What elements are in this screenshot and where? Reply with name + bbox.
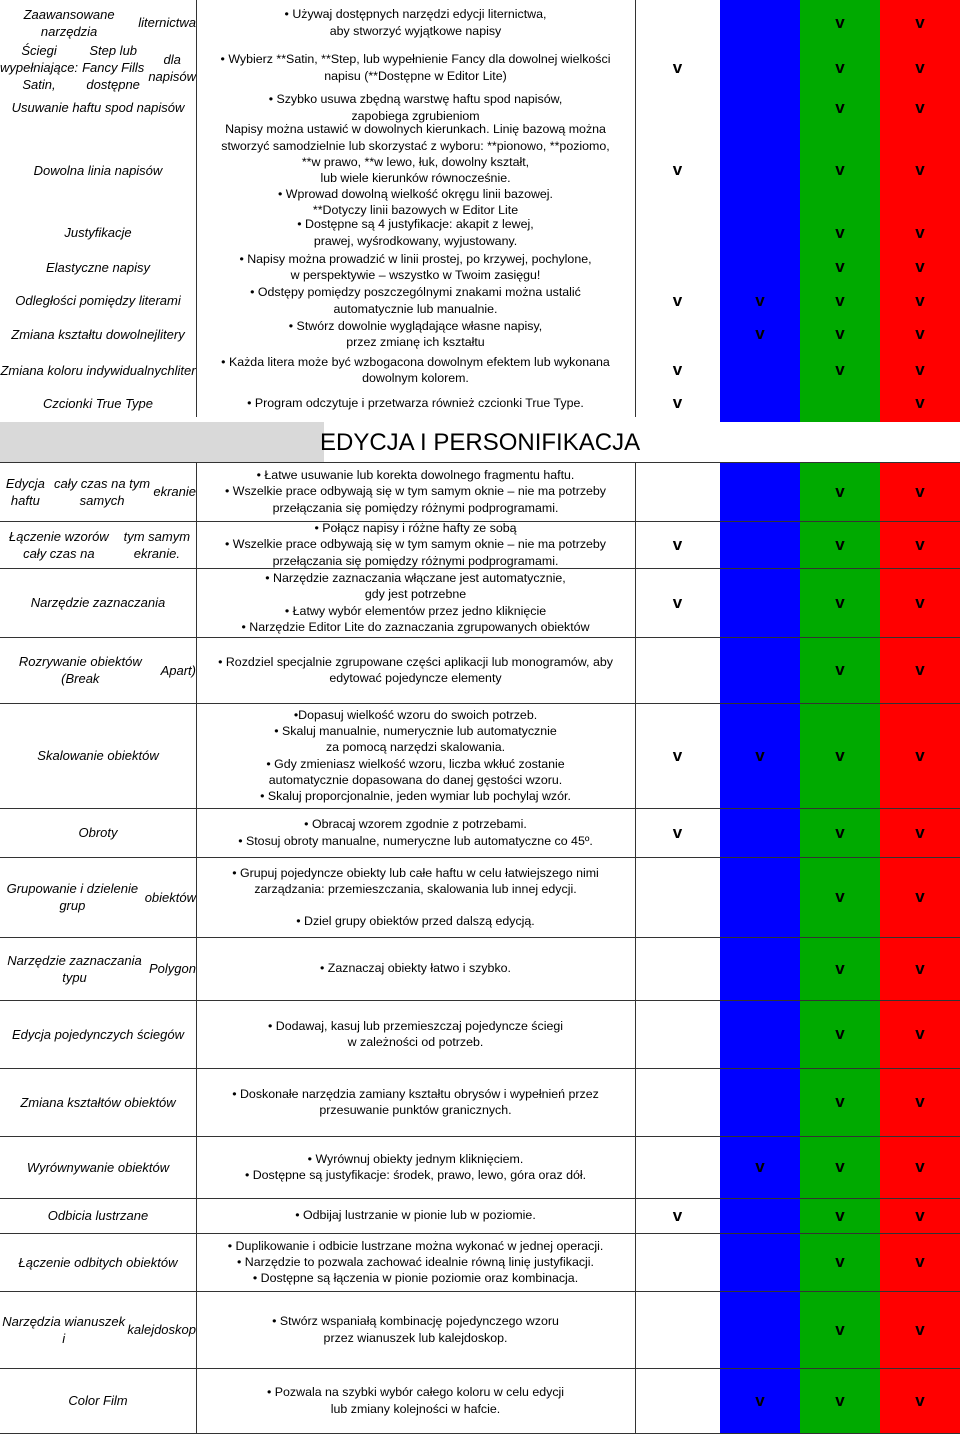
description-line: • Narzędzie Editor Lite do zaznaczania zgrupowanych obiektów — [241, 619, 590, 634]
description-line: **w prawo, **w lewo, łuk, dowolny kształt, — [301, 154, 530, 169]
description-line: przełączania się pomiędzy różnymi podprogramami. — [272, 553, 559, 568]
description-line: • Odstępy pomiędzy poszczególnymi znakami można ustalić — [250, 285, 581, 300]
description-line: • Zaznaczaj obiekty łatwo i szybko. — [320, 961, 511, 976]
description-line: przesuwanie punktów granicznych. — [319, 1103, 512, 1117]
description-line: • Stwórz dowolnie wyglądające własne napisy, — [288, 318, 543, 333]
description-line: • Napisy można prowadzić w linii prostej, po krzywej, pochylone, — [239, 251, 592, 266]
feature-description — [197, 122, 634, 218]
checkmark-v: v — [915, 822, 925, 842]
feature-name — [0, 1291, 196, 1368]
description-line: • Narzędzie zaznaczania włączane jest automatycznie, — [265, 571, 566, 586]
feature-description — [197, 637, 634, 703]
feature-line: kalejdoskop — [127, 1322, 196, 1337]
description-line: stworzyć samodzielnie lub skorzystać z wyboru: **pionowo, **poziomo, — [221, 138, 610, 153]
feature-name — [0, 317, 196, 351]
checkmark-v: v — [915, 592, 925, 612]
feature-line: Zaawansowane narzędzia — [23, 6, 115, 39]
checkmark-v: v — [672, 290, 683, 310]
feature-name — [0, 45, 196, 90]
feature-line: Wyrównywanie obiektów — [26, 1159, 170, 1175]
feature-name — [0, 250, 196, 284]
feature-line: Color Film — [68, 1393, 128, 1408]
feature-line: Grupowanie i dzielenie grup — [6, 881, 139, 913]
checkmark-v: v — [755, 1390, 765, 1410]
feature-description — [197, 90, 634, 125]
feature-line: Łączenie odbitych obiektów — [18, 1254, 178, 1270]
description-line: aby stworzyć wyjątkowe napisy — [329, 23, 502, 38]
checkmark-v: v — [835, 1319, 845, 1339]
feature-name — [0, 521, 196, 568]
description-line: automatycznie lub manualnie. — [333, 301, 498, 316]
description-line: • Skaluj manualnie, numerycznie lub automatycznie — [274, 724, 557, 739]
checkmark-v: v — [835, 222, 845, 242]
feature-name — [0, 937, 196, 1000]
description-line: • Odbijaj lustrzanie w pionie lub w poziomie. — [295, 1208, 536, 1223]
feature-line: Elastyczne napisy — [45, 259, 151, 275]
feature-line: Rozrywanie obiektów (Break — [18, 654, 142, 686]
description-line: • Doskonałe narzędzia zamiany kształtu obrysów i wypełnień przez — [232, 1086, 599, 1101]
checkmark-v: v — [835, 481, 845, 501]
checkmark-v: v — [835, 12, 845, 32]
feature-line: Skalowanie obiektów — [37, 748, 159, 763]
column-divider — [635, 0, 636, 417]
feature-name — [0, 90, 196, 125]
checkmark-v: v — [915, 745, 925, 765]
feature-line: cały czas na tym samych — [54, 475, 151, 508]
checkmark-v: v — [835, 534, 845, 554]
feature-line: Step lub Fancy Fills dostępne — [82, 43, 145, 92]
description-line: • Dodawaj, kasuj lub przemieszczaj pojedyncze ściegi — [268, 1018, 563, 1033]
checkmark-v: v — [672, 57, 683, 77]
feature-line: ekranie — [153, 484, 196, 499]
feature-description — [197, 1068, 634, 1136]
feature-description — [197, 317, 634, 351]
description-line: • Wybierz **Satin, **Step, lub wypełnienie Fancy dla dowolnej wielkości — [220, 52, 611, 67]
checkmark-v: v — [915, 324, 925, 343]
feature-description — [197, 45, 634, 90]
feature-line: Obroty — [78, 825, 118, 840]
description-line: • Gdy zmieniasz wielkość wzoru, liczba wkłuć zostanie — [266, 756, 565, 771]
checkmark-v: v — [835, 324, 845, 343]
description-line: edytować pojedyncze elementy — [329, 671, 502, 685]
feature-description — [197, 462, 634, 521]
description-line: • Pozwala na szybki wybór całego koloru w celu edycji — [266, 1385, 565, 1400]
checkmark-v: v — [915, 393, 925, 412]
feature-description — [197, 215, 634, 250]
checkmark-v: v — [672, 393, 683, 412]
checkmark-v: v — [835, 160, 845, 179]
feature-line: Ściegi wypełniające: Satin, — [0, 43, 79, 92]
feature-line: dla napisów — [148, 51, 197, 84]
checkmark-v: v — [835, 592, 845, 612]
checkmark-v: v — [835, 958, 845, 978]
checkmark-v: v — [835, 1205, 845, 1225]
checkmark-v: v — [835, 97, 845, 117]
checkmark-v: v — [915, 660, 925, 679]
description-line: automatycznie dopasowana do danej gęstości wzoru. — [268, 772, 563, 787]
edition-column-1-bg — [720, 462, 800, 1433]
description-line: Napisy można ustawić w dowolnych kierunkach. Linię bazową można — [225, 122, 606, 137]
checkmark-v: v — [915, 1205, 925, 1225]
description-line: gdy jest potrzebne — [364, 587, 467, 602]
edition-column-1-bg — [720, 0, 800, 422]
feature-name — [0, 351, 196, 389]
feature-line: Narzędzie zaznaczania — [30, 595, 166, 610]
description-line: • Wprowad dowolną wielkość okręgu linii bazowej. — [278, 187, 553, 202]
feature-description — [197, 808, 634, 857]
feature-description — [197, 250, 634, 284]
feature-line: Odległości pomiędzy literami — [15, 293, 181, 308]
description-line: lub wiele kierunków równocześnie. — [320, 171, 511, 185]
feature-description — [197, 351, 634, 389]
description-line: • Dostępne są 4 justyfikacje: akapit z lewej, — [297, 217, 534, 232]
section-title: EDYCJA I PERSONIFIKACJA — [320, 429, 641, 456]
checkmark-v: v — [915, 1092, 925, 1111]
checkmark-v: v — [915, 290, 925, 310]
description-line: • Rozdziel specjalnie zgrupowane części aplikacji lub monogramów, aby — [218, 654, 613, 669]
feature-name — [0, 0, 196, 45]
checkmark-v: v — [915, 360, 925, 379]
checkmark-v: v — [915, 1252, 925, 1271]
description-line: zapobiega zgrubieniom — [351, 108, 480, 123]
feature-name — [0, 1368, 196, 1433]
description-line: • Program odczytuje i przetwarza również czcionki True Type. — [247, 395, 584, 410]
feature-line: obiektów — [144, 889, 196, 905]
checkmark-v: v — [835, 660, 845, 679]
feature-line: Polygon — [149, 961, 196, 976]
column-divider — [196, 0, 197, 417]
checkmark-v: v — [672, 822, 683, 842]
feature-line: Odbicia lustrzane — [47, 1208, 149, 1223]
checkmark-v: v — [755, 745, 765, 765]
description-line: w zależności od potrzeb. — [347, 1035, 484, 1049]
section-top-border — [0, 462, 960, 463]
description-line: • Wszelkie prace odbywają się w tym samym oknie – nie ma potrzeby — [224, 537, 607, 552]
checkmark-v: v — [672, 534, 683, 554]
description-line: • Skaluj proporcjonalnie, jeden wymiar lub pochylaj wzór. — [260, 788, 571, 803]
description-line: • Stwórz wspaniałą kombinację pojedynczego wzoru — [272, 1314, 559, 1329]
feature-line: Usuwanie haftu spod napisów — [11, 100, 185, 115]
feature-description — [197, 1233, 634, 1291]
feature-name — [0, 637, 196, 703]
feature-line: liter — [174, 362, 196, 378]
feature-name — [0, 389, 196, 417]
checkmark-v: v — [672, 360, 683, 379]
description-line: napisu (**Dostępne w Editor Lite) — [324, 68, 507, 83]
feature-name — [0, 125, 196, 215]
checkmark-v: v — [835, 1252, 845, 1271]
description-line: dowolnym kolorem. — [362, 371, 469, 385]
checkmark-v: v — [835, 57, 845, 77]
feature-description — [197, 1291, 634, 1368]
feature-name — [0, 703, 196, 808]
feature-name — [0, 1068, 196, 1136]
feature-name — [0, 462, 196, 521]
checkmark-v: v — [915, 1024, 925, 1043]
feature-name — [0, 1136, 196, 1198]
checkmark-v: v — [672, 1205, 683, 1225]
checkmark-v: v — [915, 481, 925, 501]
feature-name — [0, 857, 196, 937]
description-line: •Dopasuj wielkość wzoru do swoich potrzeb. — [293, 707, 538, 722]
feature-description — [197, 0, 634, 45]
feature-name — [0, 808, 196, 857]
feature-line: tym samym ekranie. — [123, 528, 191, 561]
checkmark-v: v — [835, 1157, 845, 1176]
feature-name — [0, 284, 196, 317]
feature-line: Edycja haftu — [5, 475, 45, 508]
description-line: przez zmianę ich kształtu — [346, 335, 485, 349]
checkmark-v: v — [835, 822, 845, 842]
checkmark-v: v — [755, 290, 765, 310]
row-divider — [0, 1433, 960, 1434]
feature-line: Dowolna linia napisów — [33, 162, 163, 178]
description-line: • Dziel grupy obiektów przed dalszą edycją. — [296, 914, 535, 929]
feature-line: Justyfikacje — [64, 225, 132, 240]
description-line: • Duplikowanie i odbicie lustrzane można wykonać w jednej operacji. — [227, 1238, 604, 1253]
feature-description — [197, 1136, 634, 1198]
checkmark-v: v — [755, 1157, 765, 1176]
feature-name — [0, 215, 196, 250]
checkmark-v: v — [915, 887, 925, 906]
description-line: zarządzania: przemieszczania, skalowania lub innej edycji. — [254, 881, 577, 896]
checkmark-v: v — [915, 57, 925, 77]
description-line: • Połącz napisy i różne hafty ze sobą — [314, 521, 517, 536]
description-line: • Szybko usuwa zbędną warstwę haftu spod napisów, — [268, 92, 563, 107]
checkmark-v: v — [835, 1024, 845, 1043]
feature-line: Zmiana kształtów obiektów — [20, 1094, 176, 1110]
checkmark-v: v — [672, 592, 683, 612]
feature-line: litery — [157, 326, 185, 342]
checkmark-v: v — [835, 1092, 845, 1111]
checkmark-v: v — [915, 257, 925, 276]
description-line: w perspektywie – wszystko w Twoim zasięgu! — [290, 268, 541, 282]
description-line: przełączania się pomiędzy różnymi podprogramami. — [272, 500, 559, 515]
feature-description — [197, 1198, 634, 1233]
description-line: • Łatwe usuwanie lub korekta dowolnego fragmentu haftu. — [256, 468, 575, 483]
feature-line: Apart) — [160, 662, 196, 678]
checkmark-v: v — [915, 1319, 925, 1339]
feature-name — [0, 1000, 196, 1068]
checkmark-v: v — [835, 360, 845, 379]
feature-line: Narzędzia wianuszek i — [2, 1313, 126, 1346]
feature-description — [197, 568, 634, 637]
feature-name — [0, 568, 196, 637]
description-line: • Łatwy wybór elementów przez jedno kliknięcie — [284, 603, 547, 618]
checkmark-v: v — [835, 1390, 845, 1410]
description-line: • Narzędzie to pozwala zachować idealnie równą linię justyfikacji. — [237, 1254, 594, 1269]
checkmark-v: v — [835, 290, 845, 310]
description-line: • Stosuj obroty manualne, numeryczne lub automatyczne co 45º. — [238, 833, 593, 848]
checkmark-v: v — [915, 958, 925, 978]
checkmark-v: v — [835, 745, 845, 765]
checkmark-v: v — [915, 534, 925, 554]
description-line: za pomocą narzędzi skalowania. — [325, 740, 506, 755]
feature-description — [197, 1000, 634, 1068]
checkmark-v: v — [835, 257, 845, 276]
checkmark-v: v — [835, 887, 845, 906]
feature-line: liternictwa — [138, 15, 196, 30]
checkmark-v: v — [915, 1157, 925, 1176]
description-line: • Wyrównuj obiekty jednym kliknięciem. — [307, 1151, 524, 1166]
description-line: lub zmiany kolejności w hafcie. — [330, 1401, 501, 1416]
feature-description — [197, 857, 634, 937]
feature-line: Edycja pojedynczych ściegów — [12, 1026, 184, 1042]
feature-description — [197, 1368, 634, 1433]
feature-description — [197, 284, 634, 317]
checkmark-v: v — [915, 97, 925, 117]
feature-line: Zmiana kształtu dowolnej — [11, 326, 158, 342]
description-line: • Dostępne są justyfikacje: środek, prawo, lewo, góra oraz dół. — [244, 1168, 587, 1182]
description-line: • Każda litera może być wzbogacona dowolnym efektem lub wykonana — [221, 354, 610, 369]
checkmark-v: v — [672, 160, 683, 179]
description-line: • Grupuj pojedyncze obiekty lub całe haftu w celu łatwiejszego nimi — [232, 865, 599, 880]
checkmark-v: v — [915, 1390, 925, 1410]
checkmark-v: v — [915, 160, 925, 179]
feature-name — [0, 1233, 196, 1291]
description-line: • Używaj dostępnych narzędzi edycji liternictwa, — [284, 7, 547, 22]
feature-description — [197, 703, 634, 808]
description-line — [414, 897, 417, 913]
feature-line: Czcionki True Type — [42, 395, 154, 411]
feature-line: Narzędzie zaznaczania typu — [7, 952, 142, 985]
description-line: przez wianuszek lub kalejdoskop. — [323, 1330, 508, 1345]
description-line: • Dostępne są łączenia w pionie poziomie oraz kombinacja. — [252, 1271, 579, 1286]
description-line: **Dotyczy linii bazowych w Editor Lite — [312, 203, 519, 218]
description-line: prawej, wyśrodkowany, wyjustowany. — [313, 233, 518, 248]
feature-description — [197, 937, 634, 1000]
section-header-background — [0, 422, 324, 462]
checkmark-v: v — [755, 324, 765, 343]
checkmark-v: v — [672, 745, 683, 765]
checkmark-v: v — [915, 222, 925, 242]
description-line: • Obracaj wzorem zgodnie z potrzebami. — [304, 817, 527, 832]
column-divider — [635, 462, 636, 1433]
feature-line: Łączenie wzorów cały czas na — [8, 528, 109, 561]
feature-description — [197, 521, 634, 568]
feature-description — [197, 389, 634, 417]
column-divider — [196, 462, 197, 1433]
feature-name — [0, 1198, 196, 1233]
checkmark-v: v — [915, 12, 925, 32]
feature-line: Zmiana koloru indywidualnych — [0, 362, 175, 378]
description-line: • Wszelkie prace odbywają się w tym samym oknie – nie ma potrzeby — [224, 484, 607, 499]
